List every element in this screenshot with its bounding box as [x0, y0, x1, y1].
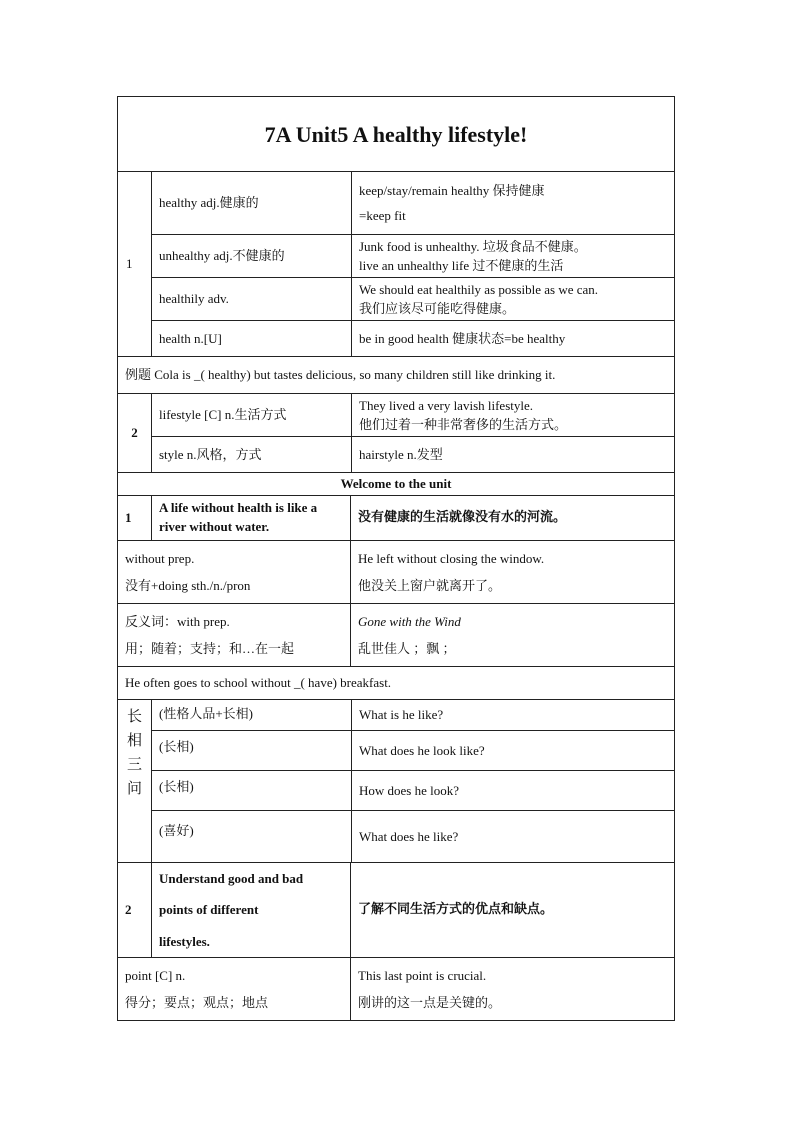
three-questions-label: [118, 700, 151, 862]
without-exercise-row: [118, 666, 674, 699]
label-char: 长: [126, 709, 142, 725]
vocab-block-lifestyle: [118, 393, 674, 472]
example-line: 他们过着一种非常奢侈的生活方式。: [359, 417, 568, 432]
definition-line: without prep.: [125, 550, 195, 566]
question-text: What does he look like?: [352, 730, 674, 770]
definition-line: point [C] n.: [125, 967, 186, 983]
block-number: 2: [131, 425, 138, 441]
vocab-block-healthy: [118, 171, 674, 356]
definition-line: 没有+doing sth./n./pron: [125, 578, 251, 593]
without-example: [350, 541, 674, 603]
key-sentence-row: [118, 495, 674, 540]
with-row: [118, 603, 674, 666]
objective-line: points of different: [159, 902, 259, 918]
definition-line: 用；随着；支持；和…在一起: [125, 641, 295, 656]
exercise-without: He often goes to school without _( have) breakfast.: [125, 675, 392, 691]
definition-line: 得分；要点；观点；地点: [125, 995, 269, 1010]
section-heading-row: [118, 472, 674, 495]
point-example: [350, 958, 674, 1020]
question-text: What does he like?: [352, 810, 674, 862]
word-healthily: healthily adv.: [152, 277, 351, 320]
example-health: be in good health 健康状态=be healthy: [352, 320, 674, 356]
with-definition: [118, 604, 350, 666]
example-healthy: [352, 172, 674, 234]
objective-line: Understand good and bad: [159, 871, 304, 887]
word-healthy: healthy adj.健康的: [159, 195, 259, 211]
example-lifestyle: [352, 394, 674, 436]
example-line: 刚讲的这一点是关键的。: [358, 995, 502, 1010]
question-type: (性格人品+长相): [159, 706, 253, 721]
point-row: [118, 957, 674, 1020]
example-style: hairstyle n.发型: [352, 436, 674, 472]
without-row: [118, 540, 674, 603]
word-lifestyle: lifestyle [C] n.生活方式: [159, 407, 287, 423]
label-char: 问: [126, 781, 142, 797]
label-char: 相: [126, 733, 142, 749]
section-heading: Welcome to the unit: [340, 476, 452, 492]
objective-cn: 了解不同生活方式的优点和缺点。: [350, 863, 674, 957]
title-row: [118, 97, 674, 171]
example-healthily: [352, 277, 674, 320]
book-title: Gone with the Wind: [358, 613, 461, 629]
example-line: 他没关上窗户就离开了。: [358, 578, 502, 593]
key-sentence-en: A life without health is like a river without water.: [151, 496, 350, 540]
example-line: This last point is crucial.: [358, 967, 487, 983]
three-questions-block: [118, 699, 674, 862]
key-sentence-cn: 没有健康的生活就像没有水的河流。: [350, 496, 674, 540]
vocabulary-table: [117, 96, 675, 1021]
example-unhealthy: [352, 234, 674, 277]
word-health: health n.[U]: [152, 320, 351, 356]
word-unhealthy: unhealthy adj.不健康的: [152, 234, 351, 277]
objective-row: [118, 862, 674, 957]
example-line: Junk food is unhealthy. 垃圾食品不健康。: [359, 238, 587, 254]
example-line: =keep fit: [359, 208, 406, 223]
with-example: [350, 604, 674, 666]
example-line: We should eat healthily as possible as we can.: [359, 281, 599, 297]
label-char: 三: [126, 757, 142, 773]
objective-en: [151, 863, 350, 957]
example-line: keep/stay/remain healthy 保持健康: [359, 182, 545, 198]
question-type: (长相): [152, 770, 351, 810]
exercise-healthy: 例题 Cola is _( healthy) but tastes delicious, so many children still like drinking it.: [125, 367, 556, 383]
example-line: They lived a very lavish lifestyle.: [359, 397, 534, 413]
question-text: What is he like?: [359, 707, 444, 723]
translation-line: 乱世佳人 ；飘 ；: [358, 641, 456, 656]
word-style: style n.风格，方式: [152, 436, 351, 472]
question-type: (长相): [152, 730, 351, 770]
definition-line: 反义词：with prep.: [125, 613, 230, 629]
example-line: 我们应该尽可能吃得健康。: [359, 301, 516, 316]
question-text: How does he look?: [352, 770, 674, 810]
item-number: 1: [125, 510, 132, 526]
example-line: He left without closing the window.: [358, 550, 545, 566]
without-definition: [118, 541, 350, 603]
point-definition: [118, 958, 350, 1020]
example-line: live an unhealthy life 过不健康的生活: [359, 258, 564, 273]
objective-line: lifestyles.: [159, 933, 210, 949]
page-title: 7A Unit5 A healthy lifestyle!: [264, 121, 528, 147]
exercise-row: [118, 356, 674, 393]
item-number: 2: [125, 902, 132, 918]
question-type: (喜好): [152, 810, 351, 862]
block-number: 1: [126, 256, 133, 272]
